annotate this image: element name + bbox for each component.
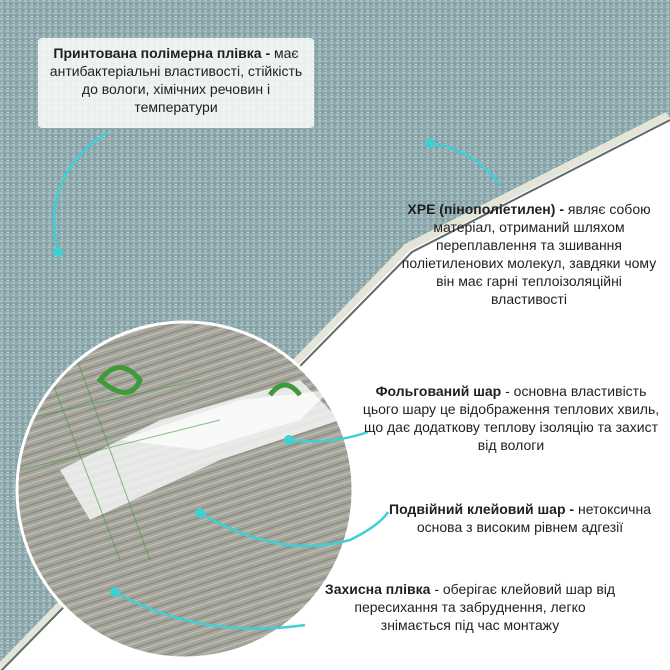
printed-film-title: Принтована полімерна плівка - xyxy=(53,45,271,61)
xpe-title: ХРЕ (пінополіетилен) - xyxy=(407,201,564,217)
xpe-callout xyxy=(398,200,660,308)
protective-film-title: Захисна плівка xyxy=(324,581,431,597)
printed-film-callout xyxy=(38,38,314,128)
adhesive-body: нетоксична основа з високим рівнем адгезії xyxy=(416,501,651,535)
protective-film-body: - оберігає клейовий шар від пересихання та забруднення, легко знімається під час монтажу xyxy=(354,581,616,633)
foil-layer-callout xyxy=(360,382,662,454)
printed-film-body: має антибактеріальні властивості, стійкість до вологи, хімічних речовин і температури xyxy=(49,45,303,115)
foil-layer-body: - основна властивість цього шару це відображення теплових хвиль, що дає додаткову теплову ізоляцію та захист від вологи xyxy=(362,383,660,453)
xpe-body: являє собою матеріал, отриманий шляхом переплавлення та зшивання поліетиленових молекул, завдяки чому він має гарні теплоізоляційні властивості xyxy=(401,201,657,307)
adhesive-title: Подвійний клейовий шар - xyxy=(389,501,575,517)
adhesive-callout xyxy=(380,500,660,536)
protective-film-callout xyxy=(320,580,620,634)
foil-layer-title: Фольгований шар xyxy=(375,383,502,399)
